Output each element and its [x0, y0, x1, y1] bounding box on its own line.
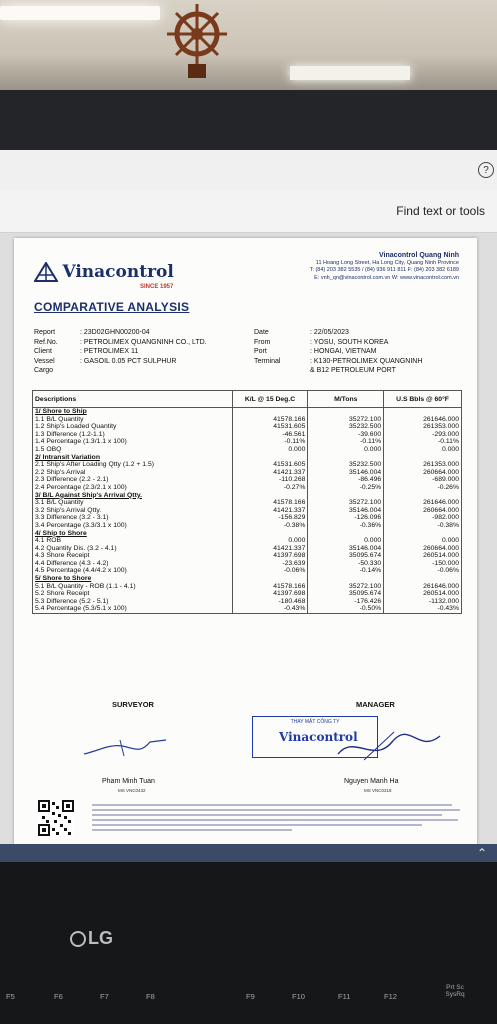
- cell-bbls: [384, 492, 462, 500]
- cargo-value: : GASOIL 0.05 PCT SULPHUR: [80, 357, 177, 365]
- background-room: [0, 0, 497, 90]
- cell-bbls: 260514.000: [384, 552, 462, 560]
- cell-mtons: 35272.100: [308, 416, 384, 424]
- cell-kl: -0.11%: [232, 438, 308, 446]
- manager-ms: MS VNC0318: [364, 788, 392, 793]
- manager-signature: [334, 724, 444, 770]
- cell-mtons: -126.096: [308, 514, 384, 522]
- meta-label: Client: [34, 348, 52, 355]
- cell-mtons: -176.426: [308, 598, 384, 606]
- cell-mtons: 35095.674: [308, 552, 384, 560]
- table-row: [33, 476, 462, 484]
- lg-circle-icon: [70, 931, 86, 947]
- key-f8[interactable]: F8: [146, 992, 155, 1001]
- lg-logo: [70, 928, 113, 949]
- table-row: [33, 552, 462, 560]
- row-description: 2/ Intransit Variation: [33, 454, 233, 462]
- table-row: [33, 492, 462, 500]
- help-circle-icon[interactable]: ?: [478, 162, 494, 178]
- row-description: 1.1 B/L Quantity: [33, 416, 233, 424]
- meta-left-values: [80, 328, 240, 366]
- port-value: : HONGAI, VIETNAM: [310, 348, 377, 355]
- row-description: 3.4 Percentage (3.3/3.1 x 100): [33, 522, 233, 530]
- table-row: [33, 605, 462, 613]
- cell-bbls: 261353.000: [384, 461, 462, 469]
- row-description: 5/ Shore to Shore: [33, 575, 233, 583]
- table-row: [33, 507, 462, 515]
- table-row: [33, 583, 462, 591]
- email-line: E: vnh_qn@vinacontrol.com.vn W: www.vinacontrol.com.vn: [314, 274, 459, 281]
- cell-bbls: 261646.000: [384, 416, 462, 424]
- cell-mtons: [308, 408, 384, 416]
- cell-kl: -0.27%: [232, 484, 308, 492]
- cell-kl: 41397.698: [232, 590, 308, 598]
- cell-bbls: 260664.000: [384, 545, 462, 553]
- cell-bbls: -1132.000: [384, 598, 462, 606]
- meta-label: Date: [254, 329, 269, 336]
- meta-label: Port: [254, 348, 267, 355]
- cell-kl: [232, 575, 308, 583]
- table-row: [33, 416, 462, 424]
- table-row: [33, 408, 462, 416]
- cell-mtons: -39.600: [308, 431, 384, 439]
- cell-mtons: 35272.100: [308, 499, 384, 507]
- laptop-keyboard-area: [0, 862, 497, 1024]
- table-row: [33, 590, 462, 598]
- cell-bbls: -293.000: [384, 431, 462, 439]
- row-description: 2.1 Ship's After Loading Qtty (1.2 + 1.5): [33, 461, 233, 469]
- cell-kl: -180.468: [232, 598, 308, 606]
- cell-bbls: -0.06%: [384, 567, 462, 575]
- cell-bbls: [384, 530, 462, 538]
- key-f10[interactable]: F10: [292, 992, 305, 1001]
- cell-bbls: -0.38%: [384, 522, 462, 530]
- row-description: 1.2 Ship's Loaded Quantity: [33, 423, 233, 431]
- table-row: [33, 469, 462, 477]
- key-f7[interactable]: F7: [100, 992, 109, 1001]
- vessel-value: : PETROLIMEX 11: [80, 348, 139, 355]
- table-row: [33, 545, 462, 553]
- cell-bbls: 261353.000: [384, 423, 462, 431]
- meta-right-labels: [254, 328, 294, 366]
- cell-bbls: -0.11%: [384, 438, 462, 446]
- cell-kl: [232, 408, 308, 416]
- comparative-table: [32, 390, 462, 614]
- row-description: 4.3 Shore Receipt: [33, 552, 233, 560]
- cell-kl: -46.561: [232, 431, 308, 439]
- row-description: 4.5 Percentage (4.4/4.2 x 100): [33, 567, 233, 575]
- table-row: [33, 522, 462, 530]
- cell-kl: 41531.605: [232, 423, 308, 431]
- cell-bbls: 261646.000: [384, 499, 462, 507]
- cell-bbls: 260664.000: [384, 469, 462, 477]
- cell-bbls: -0.26%: [384, 484, 462, 492]
- row-description: 2.3 Difference (2.2 - 2.1): [33, 476, 233, 484]
- surveyor-signature: [80, 734, 170, 760]
- ceiling-light: [290, 66, 410, 80]
- table-row: [33, 461, 462, 469]
- cell-bbls: 260514.000: [384, 590, 462, 598]
- chevron-up-icon[interactable]: ⌃: [476, 846, 487, 860]
- document-page: [14, 238, 477, 856]
- cell-mtons: 35232.500: [308, 461, 384, 469]
- table-row: [33, 575, 462, 583]
- cell-mtons: [308, 575, 384, 583]
- cell-kl: [232, 530, 308, 538]
- table-row: [33, 598, 462, 606]
- table-row: [33, 514, 462, 522]
- meta-label: Report Ref.No.: [34, 329, 58, 346]
- row-description: 1.3 Difference (1.2-1.1): [33, 431, 233, 439]
- cell-bbls: -982.000: [384, 514, 462, 522]
- fine-print-terms: [92, 802, 462, 832]
- stamp-caption: THAY MẶT CÔNG TY: [290, 719, 340, 725]
- cell-kl: -0.38%: [232, 522, 308, 530]
- cell-mtons: [308, 530, 384, 538]
- cell-mtons: 35232.500: [308, 423, 384, 431]
- cell-kl: -0.43%: [232, 605, 308, 613]
- meta-label: Terminal: [254, 357, 281, 365]
- table-row: [33, 560, 462, 568]
- cell-kl: 41397.698: [232, 552, 308, 560]
- key-f6[interactable]: F6: [54, 992, 63, 1001]
- row-description: 1.5 OBQ: [33, 446, 233, 454]
- pdf-viewer-screen: [0, 150, 497, 862]
- cell-mtons: -86.496: [308, 476, 384, 484]
- cell-bbls: [384, 454, 462, 462]
- cell-mtons: -0.11%: [308, 438, 384, 446]
- date-value: : 22/05/2023: [310, 329, 349, 336]
- row-description: 3.1 B/L Quantity: [33, 499, 233, 507]
- company-address: [279, 252, 459, 282]
- cell-mtons: -50.330: [308, 560, 384, 568]
- viewer-top-bar: [0, 150, 497, 190]
- surveyor-ms: MS VNC0432: [118, 788, 146, 793]
- table-header-row: [33, 391, 462, 408]
- brand-name: LG: [88, 928, 113, 948]
- key-f9[interactable]: F9: [246, 992, 255, 1001]
- report-ref-value: : 23D02GHN00200-04: [80, 329, 150, 336]
- cell-mtons: 35146.004: [308, 469, 384, 477]
- column-header: U.S Bbls @ 60°F: [384, 391, 462, 408]
- row-description: 4/ Ship to Shore: [33, 530, 233, 538]
- row-description: 2.4 Percentage (2.3/2.1 x 100): [33, 484, 233, 492]
- cell-bbls: -150.000: [384, 560, 462, 568]
- manager-label: MANAGER: [356, 700, 395, 709]
- document-title: COMPARATIVE ANALYSIS: [34, 300, 190, 314]
- row-description: 1.4 Percentage (1.3/1.1 x 100): [33, 438, 233, 446]
- cell-mtons: -0.14%: [308, 567, 384, 575]
- table-row: [33, 530, 462, 538]
- cell-mtons: 35146.004: [308, 507, 384, 515]
- cell-bbls: 0.000: [384, 537, 462, 545]
- since-year: SINCE 1957: [140, 284, 174, 290]
- surveyor-label: SURVEYOR: [112, 700, 154, 709]
- row-description: 3.3 Difference (3.2 - 3.1): [33, 514, 233, 522]
- cell-kl: 41578.166: [232, 416, 308, 424]
- cell-bbls: 0.000: [384, 446, 462, 454]
- table-row: [33, 446, 462, 454]
- cell-mtons: 0.000: [308, 537, 384, 545]
- table-row: [33, 499, 462, 507]
- vinacontrol-logo: [34, 262, 174, 282]
- cell-kl: 0.000: [232, 537, 308, 545]
- cell-bbls: [384, 408, 462, 416]
- table-row: [33, 537, 462, 545]
- client-value: : PETROLIMEX QUANGNINH CO., LTD.: [80, 338, 207, 346]
- meta-label: Vessel: [34, 357, 55, 365]
- cell-mtons: -0.25%: [308, 484, 384, 492]
- table-row: [33, 484, 462, 492]
- table-row: [33, 431, 462, 439]
- key-f12[interactable]: F12: [384, 992, 397, 1001]
- find-text-or-tools-button[interactable]: Find text or tools: [396, 204, 485, 218]
- cell-kl: [232, 492, 308, 500]
- stamp-company-name: Vinacontrol: [279, 730, 358, 744]
- cell-mtons: [308, 492, 384, 500]
- meta-label: From: [254, 338, 271, 346]
- vinacontrol-logo-icon: [34, 262, 58, 282]
- key-print-screen[interactable]: Prt Sc SysRq: [445, 984, 465, 998]
- cell-kl: 41531.605: [232, 461, 308, 469]
- ceiling-light: [0, 6, 160, 20]
- row-description: 4.2 Quantity Dis. (3.2 - 4.1): [33, 545, 233, 553]
- cell-kl: [232, 454, 308, 462]
- phone-line: T: (84) 203 382 5535 / (84) 936 911 811 F: (84) 203 382 6189: [309, 267, 459, 273]
- manager-name: Nguyen Manh Ha: [344, 778, 399, 785]
- cell-mtons: 35272.100: [308, 583, 384, 591]
- monitor-bezel: [0, 90, 497, 150]
- cell-kl: -0.06%: [232, 567, 308, 575]
- table-row: [33, 454, 462, 462]
- key-f11[interactable]: F11: [338, 992, 351, 1001]
- cell-kl: 0.000: [232, 446, 308, 454]
- table-row: [33, 423, 462, 431]
- cell-bbls: 260664.000: [384, 507, 462, 515]
- cell-mtons: 35095.674: [308, 590, 384, 598]
- cell-mtons: -0.36%: [308, 522, 384, 530]
- row-description: 4.4 Difference (4.3 - 4.2): [33, 560, 233, 568]
- from-value: : YOSU, SOUTH KOREA: [310, 338, 389, 346]
- meta-left-labels: [34, 328, 74, 376]
- row-description: 5.2 Shore Receipt: [33, 590, 233, 598]
- terminal-value-cont: & B12 PETROLEUM PORT: [310, 367, 396, 374]
- key-f5[interactable]: F5: [6, 992, 15, 1001]
- cell-mtons: -0.50%: [308, 605, 384, 613]
- cell-kl: 41421.337: [232, 545, 308, 553]
- meta-right-values: [310, 328, 460, 376]
- row-description: 2.2 Ship's Arrival: [33, 469, 233, 477]
- cell-kl: -110.268: [232, 476, 308, 484]
- viewer-toolbar: [0, 190, 497, 233]
- address-line: 11 Hoang Long Street, Ha Long City, Quang Ninh Province: [315, 259, 459, 266]
- cell-bbls: [384, 575, 462, 583]
- cell-mtons: [308, 454, 384, 462]
- column-header: M/Tons: [308, 391, 384, 408]
- qr-code-icon: [38, 800, 74, 836]
- ships-wheel-decoration: [164, 0, 230, 80]
- cell-kl: -23.639: [232, 560, 308, 568]
- row-description: 5.1 B/L Quantity - ROB (1.1 - 4.1): [33, 583, 233, 591]
- cell-kl: 41421.337: [232, 469, 308, 477]
- surveyor-name: Pham Minh Tuan: [102, 778, 155, 785]
- cell-mtons: 0.000: [308, 446, 384, 454]
- taskbar: [0, 844, 497, 862]
- cell-kl: 41578.166: [232, 583, 308, 591]
- row-description: 5.4 Percentage (5.3/5.1 x 100): [33, 605, 233, 613]
- row-description: 5.3 Difference (5.2 - 5.1): [33, 598, 233, 606]
- row-description: 1/ Shore to Ship: [33, 408, 233, 416]
- row-description: 4.1 ROB: [33, 537, 233, 545]
- row-description: 3.2 Ship's Arrival Qtty.: [33, 507, 233, 515]
- column-header: K/L @ 15 Deg.C: [232, 391, 308, 408]
- cell-bbls: 261646.000: [384, 583, 462, 591]
- cell-mtons: 35146.004: [308, 545, 384, 553]
- row-description: 3/ B/L Against Ship's Arrival Qtty.: [33, 492, 233, 500]
- terminal-value: : K130-PETROLIMEX QUANGNINH: [310, 357, 423, 365]
- cell-bbls: -689.000: [384, 476, 462, 484]
- table-body: [33, 408, 462, 614]
- table-row: [33, 567, 462, 575]
- cell-kl: 41421.337: [232, 507, 308, 515]
- column-header: Descriptions: [33, 391, 233, 408]
- meta-label: Cargo: [34, 367, 54, 374]
- table-row: [33, 438, 462, 446]
- cell-kl: 41578.166: [232, 499, 308, 507]
- branch-name: Vinacontrol Quang Ninh: [379, 252, 459, 259]
- cell-kl: -156.829: [232, 514, 308, 522]
- company-name: Vinacontrol: [62, 262, 174, 282]
- cell-bbls: -0.43%: [384, 605, 462, 613]
